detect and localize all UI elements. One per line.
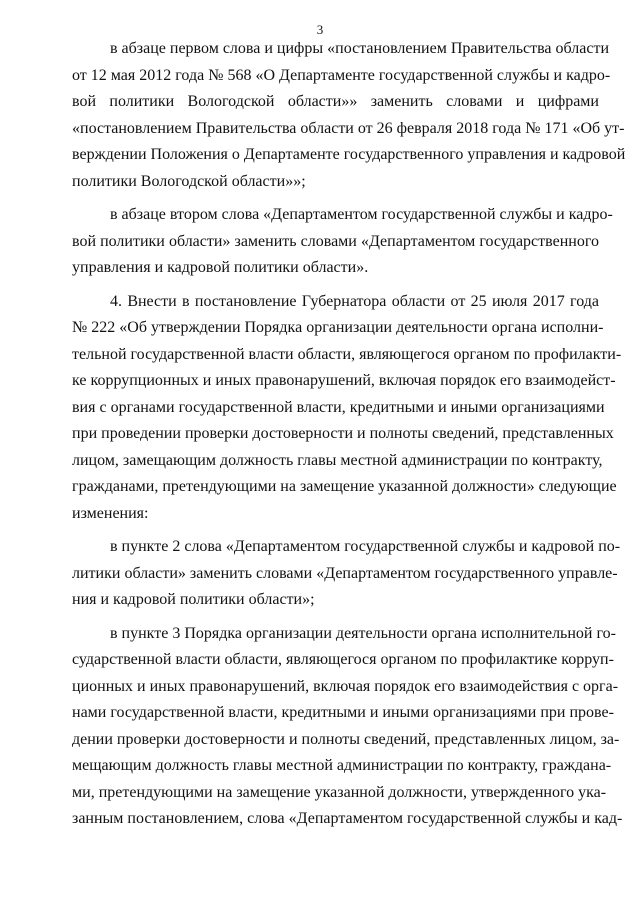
paragraph-4 (72, 534, 621, 614)
paragraph-3 (72, 289, 622, 528)
text-line: вой политики Вологодской области»» заменить словами и цифрами (72, 93, 599, 110)
text-line: № 222 «Об утверждении Порядка организации деятельности органа исполни- (72, 319, 604, 336)
text-line: от 12 мая 2012 года № 568 «О Департаменте государственной службы и кадро- (72, 66, 611, 84)
text-line: 4. Внести в постановление Губернатора области от 25 июля 2017 года (110, 292, 599, 310)
document-body (72, 36, 626, 833)
text-line: политики Вологодской области»»; (72, 172, 306, 190)
text-line: мещающим должность главы местной администрации по контракту, граждана- (72, 757, 612, 774)
paragraph-1 (72, 36, 626, 195)
text-line: нами государственной власти, кредитными и иными организациями при прове- (72, 704, 614, 721)
text-line: дении проверки достоверности и полноты сведений, представленных лицом, за- (72, 730, 620, 748)
text-line: вой политики области» заменить словами «Департаментом государственного (72, 232, 599, 250)
text-line: в пункте 2 слова «Департаментом государственной службы и кадровой по- (110, 538, 621, 555)
text-line: сударственной власти области, являющегося органом по профилактике корруп- (72, 651, 614, 668)
text-line: тельной государственной власти области, являющегося органом по профилакти- (72, 345, 622, 363)
text-line: лицом, замещающим должность главы местной администрации по контракту, (72, 451, 603, 469)
text-line: в абзаце первом слова и цифры «постановлением Правительства области (110, 40, 610, 57)
text-line: в пункте 3 Порядка организации деятельности органа исполнительной го- (110, 624, 616, 642)
text-line: изменения: (72, 504, 149, 522)
text-line: в абзаце втором слова «Департаментом государственной службы и кадро- (110, 206, 613, 223)
paragraph-2 (72, 202, 613, 282)
paragraph-5 (72, 621, 623, 833)
text-line: ми, претендующими на замещение указанной должности, утвержденного ука- (72, 783, 607, 801)
text-line: управления и кадровой политики области». (72, 259, 369, 276)
text-line: ционных и иных правонарушений, включая порядок его взаимодействия с орга- (72, 677, 619, 695)
text-line: вия с органами государственной власти, кредитными и иными организациями (72, 398, 605, 416)
page-number: 3 (316, 22, 324, 37)
text-line: при проведении проверки достоверности и полноты сведений, представленных (72, 425, 614, 442)
text-line: литики области» заменить словами «Департаментом государственного управле- (72, 564, 618, 582)
text-line: «постановлением Правительства области от 26 февраля 2018 года № 171 «Об ут- (72, 119, 625, 137)
text-line: гражданами, претендующими на замещение указанной должности» следующие (72, 478, 617, 495)
text-line: ния и кадровой политики области»; (72, 591, 315, 608)
text-line: ке коррупционных и иных правонарушений, включая порядок его взаимодейст- (72, 372, 616, 389)
text-line: занным постановлением, слова «Департаментом государственной службы и кад- (72, 810, 623, 827)
text-line: верждении Положения о Департаменте государственного управления и кадровой (72, 146, 626, 163)
